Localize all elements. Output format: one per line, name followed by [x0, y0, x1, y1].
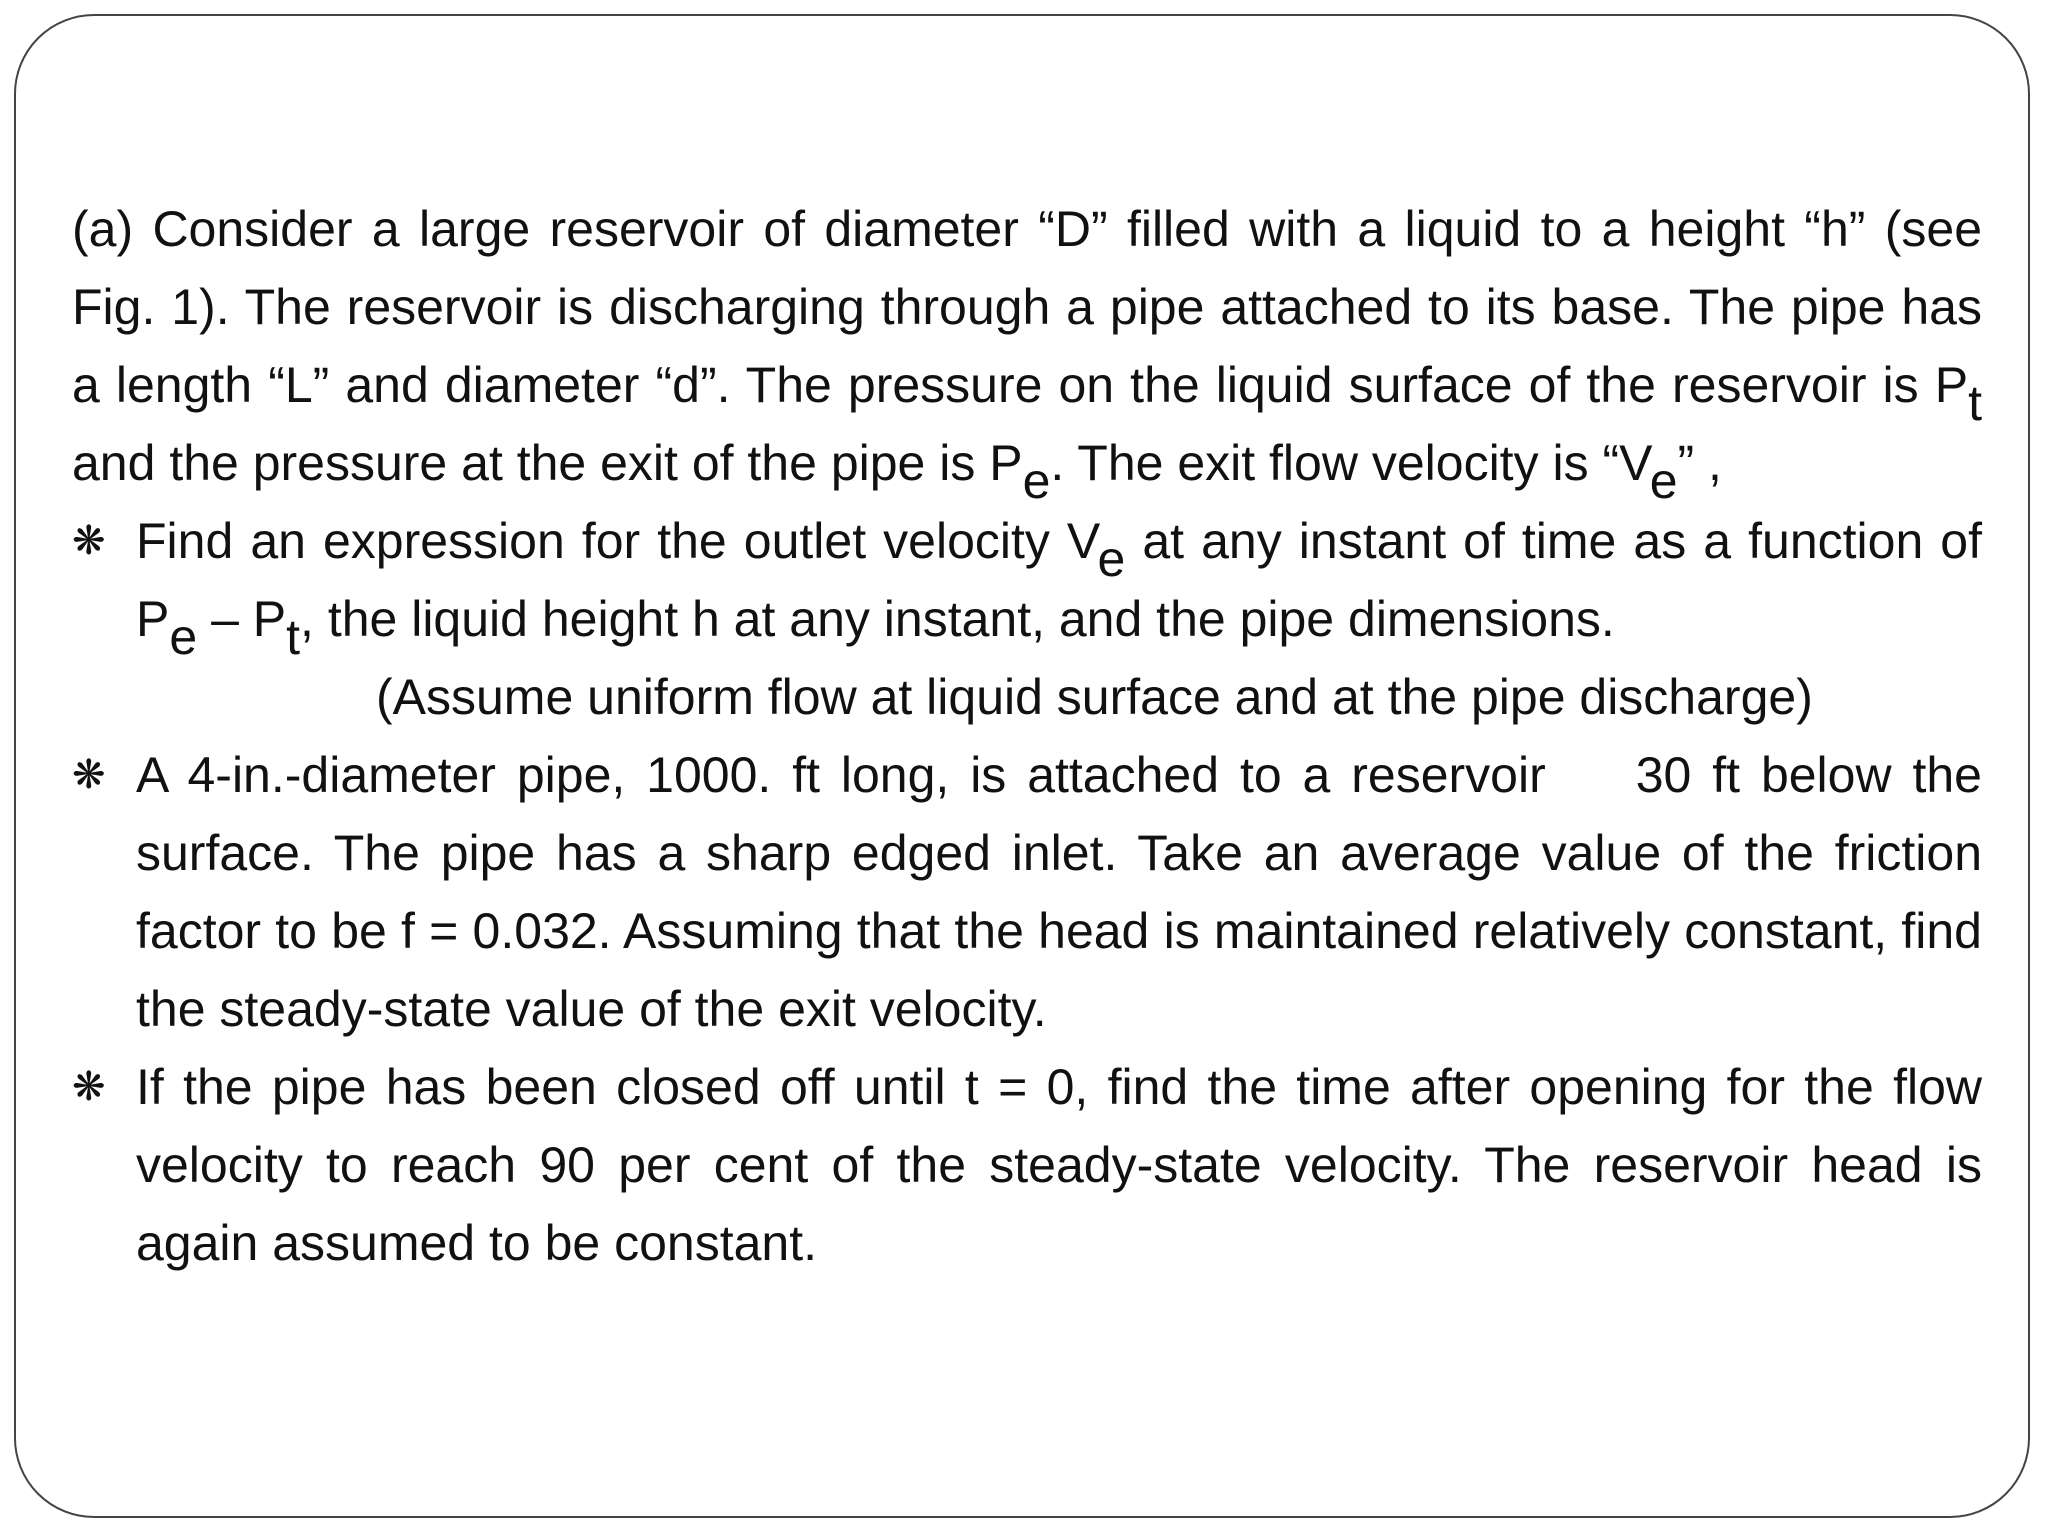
intro-text-1: (a) Consider a large reservoir of diameter “D” filled with a liquid to a height “h” (see Fig. 1). The reservoir is discharging through a pipe attached to its base. The pipe has a length “L” and diameter “d”. The pressure on the liquid surface of the reservoir is P — [72, 201, 1982, 413]
slide-content — [72, 190, 1982, 1282]
q1-text-1: Find an expression for the outlet velocity V — [136, 513, 1098, 569]
q2-text-2: 30 ft below the surface. The pipe has a sharp edged inlet. Take an average value of the friction factor to be f = 0.032. Assuming that the head is maintained relatively constant, find the steady-state value of the exit velocity. — [136, 747, 1982, 1037]
q1-text-4: , the liquid height h at any instant, and the pipe dimensions. — [300, 591, 1615, 647]
q2-text-1: A 4-in.-diameter pipe, 1000. ft long, is attached to a reservoir — [136, 747, 1546, 803]
subscript-e-velocity: e — [1649, 453, 1678, 509]
q1-text-2: at any instant of time as a function of P — [136, 513, 1982, 647]
subscript-t: t — [1968, 375, 1982, 431]
question-item-1 — [72, 502, 1982, 736]
problem-statement — [72, 190, 1982, 509]
subscript-e: e — [1022, 453, 1051, 509]
q1-subscript-e: e — [1097, 531, 1126, 587]
question-item-2 — [72, 736, 1982, 1048]
q1-subscript-e-2: e — [169, 609, 198, 665]
intro-text-2: and the pressure at the exit of the pipe is P — [72, 435, 1023, 491]
q1-assumption-note: (Assume uniform flow at liquid surface and at the pipe discharge) — [376, 669, 1813, 725]
question-list — [72, 502, 1982, 1282]
asterisk-bullet-icon: ❋ — [72, 1064, 106, 1110]
q3-text: If the pipe has been closed off until t = 0, find the time after opening for the flow velocity to reach 90 per cent of the steady-state velocity. The reservoir head is again assumed to be constant. — [136, 1059, 1982, 1271]
asterisk-bullet-icon: ❋ — [72, 518, 106, 564]
intro-text-4: ” , — [1677, 435, 1722, 491]
asterisk-bullet-icon: ❋ — [72, 752, 106, 798]
intro-text-3: . The exit flow velocity is “V — [1050, 435, 1650, 491]
question-item-3 — [72, 1048, 1982, 1282]
q1-text-3: – P — [197, 591, 287, 647]
q1-subscript-t: t — [286, 609, 301, 665]
